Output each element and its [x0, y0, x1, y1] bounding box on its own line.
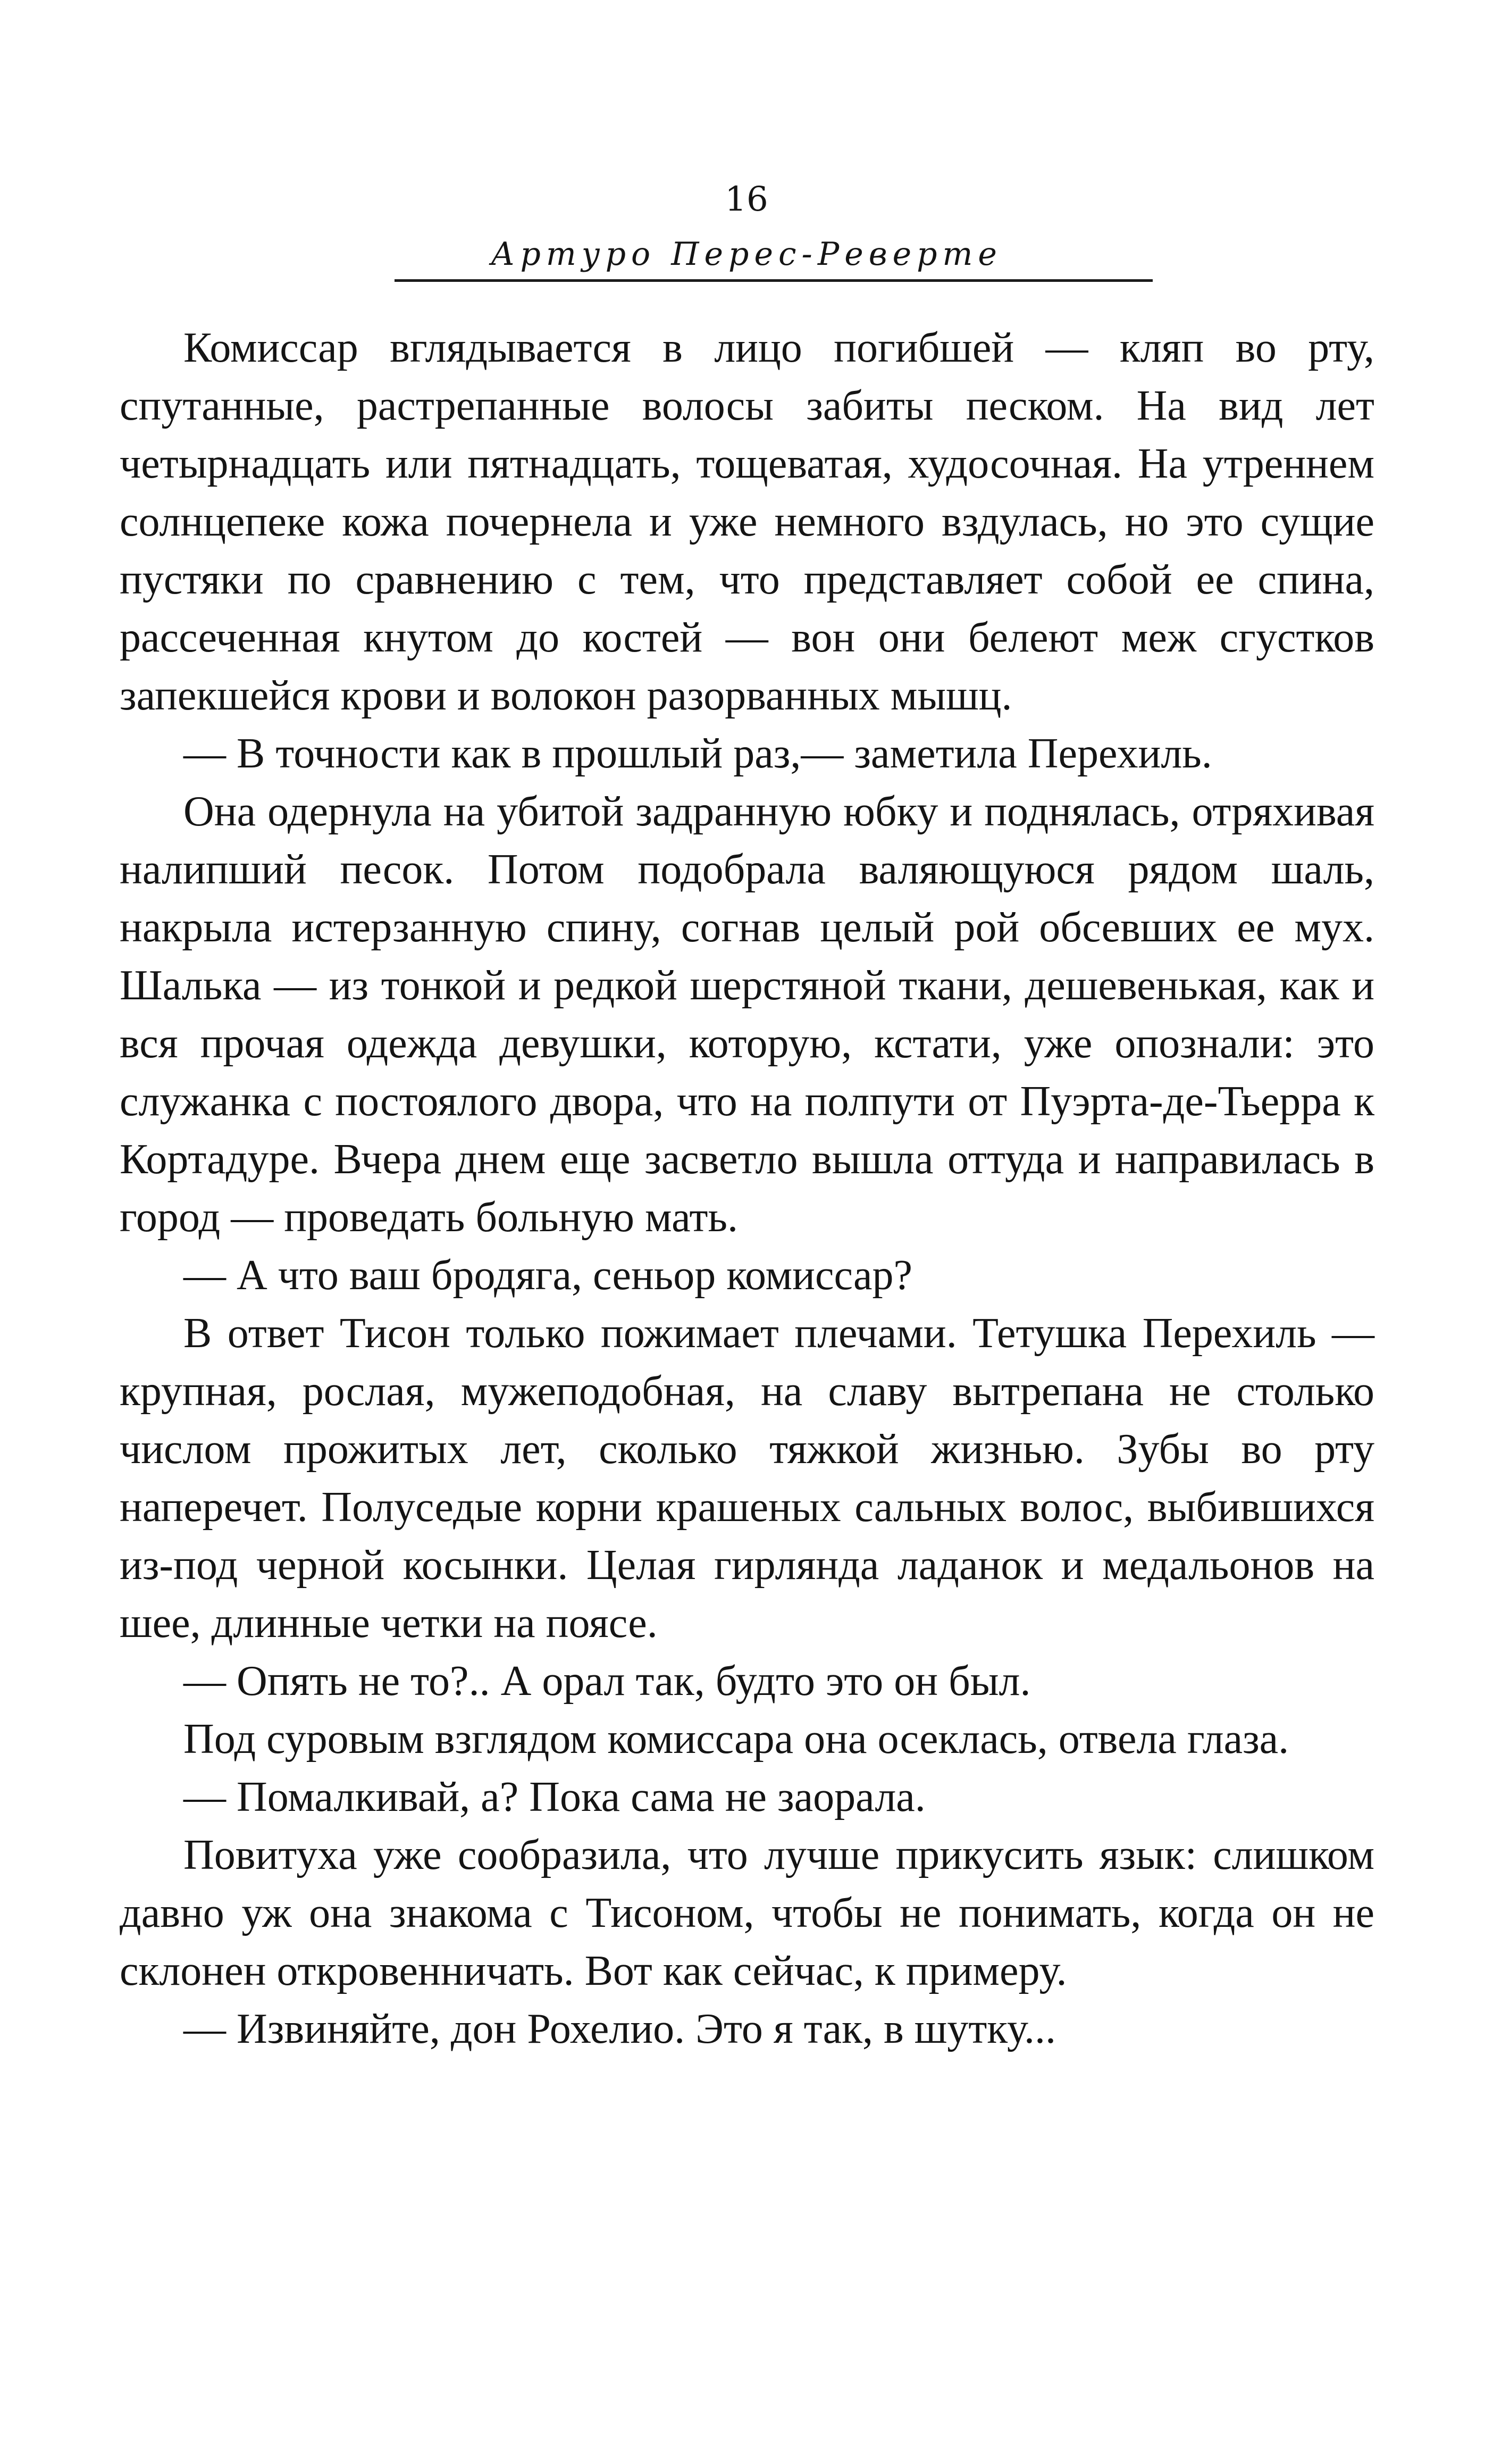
paragraph: Под суровым взглядом комиссара она осеклась, отвела глаза. [183, 1716, 1289, 1763]
paragraph: В ответ Тисон только пожимает плечами. Тетушка Перехиль — крупная, рослая, мужеподобная, на славу вытрепана не столько числом прожитых лет, сколько тяжкой жизнью. Зубы во рту наперечет. Полуседые корни крашеных сальных волос, выбившихся из-под черной косынки. Целая гирлянда ладанок и медальонов на шее, длинные четки на поясе. [120, 1310, 1374, 1647]
paragraph: — Извиняйте, дон Рохелио. Это я так, в шутку... [183, 2006, 1056, 2052]
paragraph: — В точности как в прошлый раз,— заметила Перехиль. [183, 730, 1212, 777]
paragraph: — Помалкивай, а? Пока сама не заорала. [183, 1774, 926, 1820]
paragraph: Комиссар вглядывается в лицо погибшей — кляп во рту, спутанные, растрепанные волосы забиты песком. На вид лет четырнадцать или пятнадцать, тощеватая, худосочная. На утреннем солнцепеке кожа почернела и уже немного вздулась, но это сущие пустяки по сравнению с тем, что представляет собой ее спина, рассеченная кнутом до костей — вон они белеют меж сгустков запекшейся крови и волокон разорванных мышц. [120, 324, 1374, 719]
page-number: 16 [725, 180, 768, 219]
running-head-author: Артуро Перес-Реверте [491, 236, 1002, 273]
paragraph: Повитуха уже сообразила, что лучше прикусить язык: слишком давно уж она знакома с Тисоном, чтобы не понимать, когда он не склонен откровенничать. Вот как сейчас, к примеру. [120, 1832, 1374, 1994]
body-text [120, 319, 1374, 2058]
page-header [0, 176, 1493, 275]
paragraph: — А что ваш бродяга, сеньор комиссар? [183, 1252, 912, 1299]
header-rule [395, 279, 1153, 282]
paragraph: — Опять не то?.. А орал так, будто это он был. [183, 1658, 1031, 1705]
paragraph: Она одернула на убитой задранную юбку и поднялась, отряхивая налипший песок. Потом подобрала валяющуюся рядом шаль, накрыла истерзанную спину, согнав целый рой обсевших ее мух. Шалька — из тонкой и редкой шерстяной ткани, дешевенькая, как и вся прочая одежда девушки, которую, кстати, уже опознали: это служанка с постоялого двора, что на полпути от Пуэрта-де-Тьерра к Кортадуре. Вчера днем еще засветло вышла оттуда и направилась в город — проведать больную мать. [120, 788, 1374, 1241]
